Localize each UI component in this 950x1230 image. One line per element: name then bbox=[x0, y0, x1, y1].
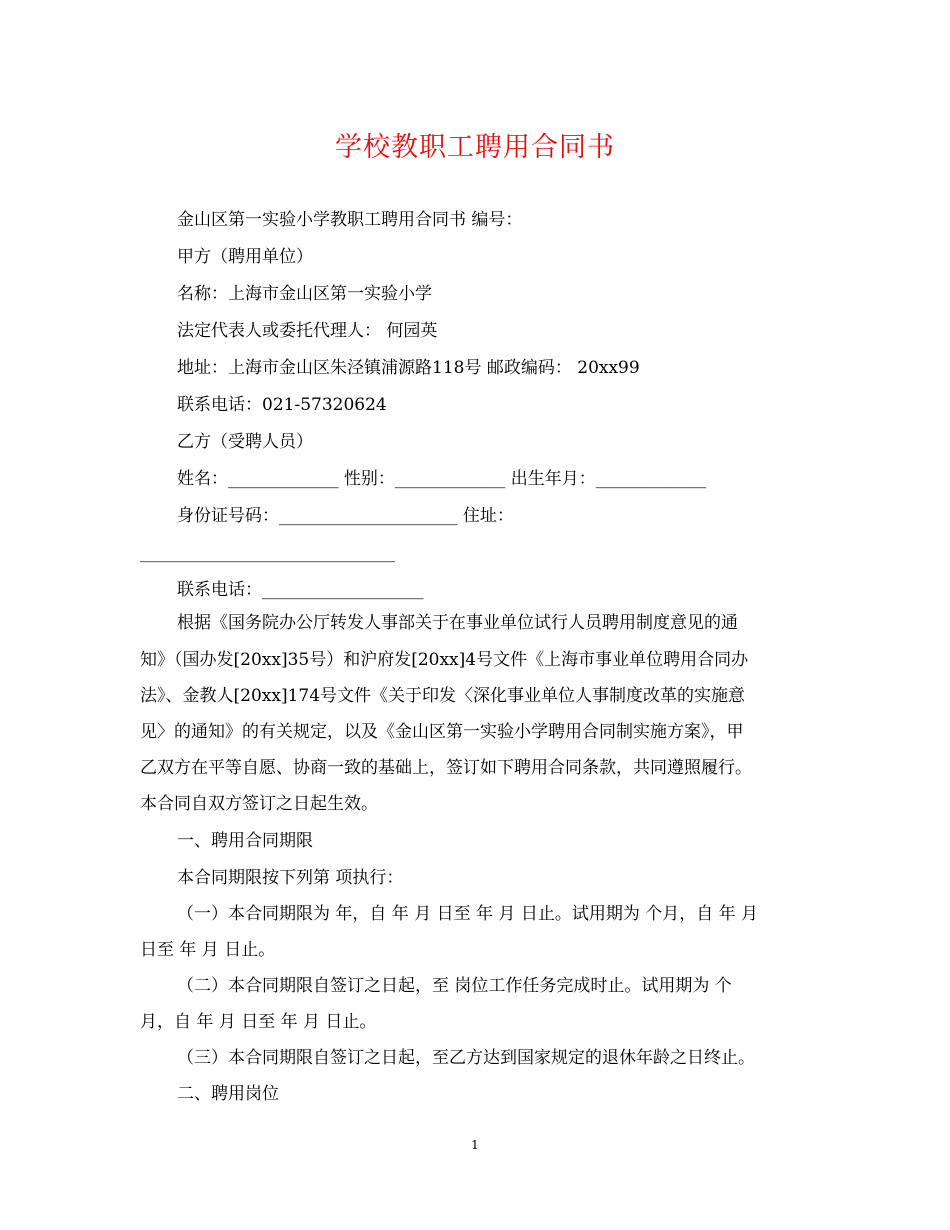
preamble-line-6: 本合同自双方签订之日起生效。 bbox=[140, 794, 378, 814]
section-2-heading: 二、聘用岗位 bbox=[177, 1084, 279, 1104]
section-1-heading: 一、聘用合同期限 bbox=[177, 831, 313, 851]
party-b-phone: 联系电话：___________________ bbox=[177, 580, 424, 600]
party-b-id-address: 身份证号码：_____________________ 住址： bbox=[177, 506, 514, 526]
contract-number-line: 金山区第一实验小学教职工聘用合同书 编号： bbox=[177, 210, 523, 230]
party-b-heading: 乙方（受聘人员） bbox=[177, 432, 313, 452]
term-option-1-cont: 日至 年 月 日止。 bbox=[140, 940, 276, 960]
party-a-representative: 法定代表人或委托代理人： 何园英 bbox=[177, 321, 438, 341]
term-option-1: （一）本合同期限为 年，自 年 月 日至 年 月 日止。试用期为 个月，自 年 月 bbox=[177, 904, 759, 924]
page-number: 1 bbox=[471, 1138, 479, 1152]
preamble-line-5: 乙双方在平等自愿、协商一致的基础上，签订如下聘用合同条款，共同遵照履行。 bbox=[140, 758, 752, 778]
party-b-address-blank: ______________________________ bbox=[140, 543, 395, 563]
party-a-name: 名称：上海市金山区第一实验小学 bbox=[177, 284, 432, 304]
term-instruction: 本合同期限按下列第 项执行： bbox=[177, 868, 404, 888]
preamble-line-2: 知》（国办发[20xx]35号）和沪府发[20xx]4号文件《上海市事业单位聘用合同办 bbox=[140, 650, 749, 670]
party-a-address: 地址：上海市金山区朱泾镇浦源路118号 邮政编码： 20xx99 bbox=[177, 358, 640, 378]
document-title: 学校教职工聘用合同书 bbox=[335, 132, 615, 163]
preamble-line-4: 见〉的通知》的有关规定，以及《金山区第一实验小学聘用合同制实施方案》，甲 bbox=[140, 722, 744, 742]
term-option-2: （二）本合同期限自签订之日起，至 岗位工作任务完成时止。试用期为 个 bbox=[177, 976, 732, 996]
preamble-line-3: 法》、金教人[20xx]174号文件《关于印发〈深化事业单位人事制度改革的实施意 bbox=[140, 686, 746, 706]
preamble-line-1: 根据《国务院办公厅转发人事部关于在事业单位试行人员聘用制度意见的通 bbox=[177, 613, 738, 633]
term-option-3: （三）本合同期限自签订之日起，至乙方达到国家规定的退休年龄之日终止。 bbox=[177, 1048, 755, 1068]
party-b-name-gender-birth: 姓名：_____________ 性别：_____________ 出生年月：_____________ bbox=[177, 469, 707, 489]
term-option-2-cont: 月，自 年 月 日至 年 月 日止。 bbox=[140, 1012, 377, 1032]
party-a-heading: 甲方（聘用单位） bbox=[177, 247, 313, 267]
party-a-phone: 联系电话：021-57320624 bbox=[177, 395, 387, 415]
